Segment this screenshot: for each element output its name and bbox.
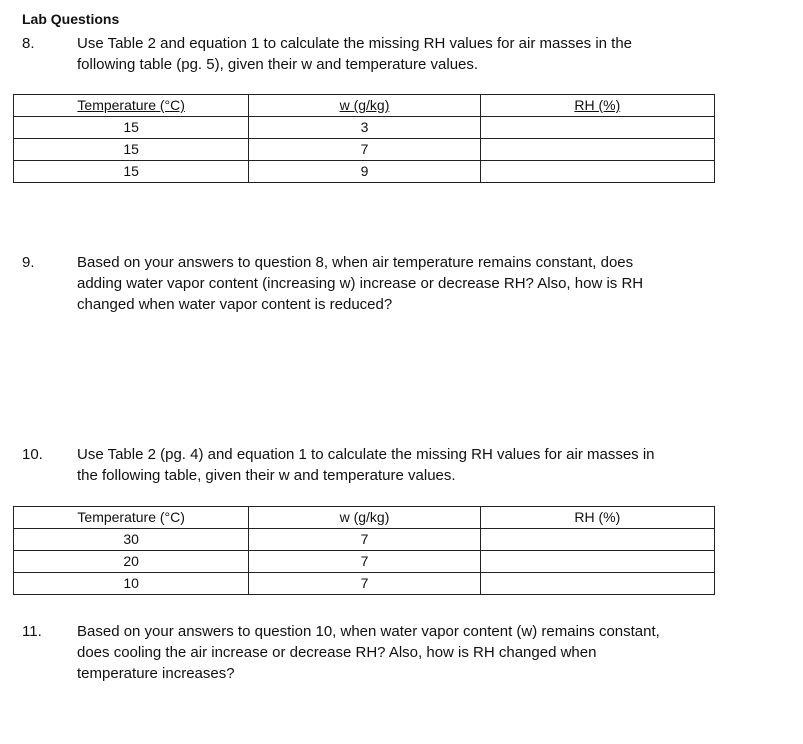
table-row: [14, 139, 715, 161]
question-line: Use Table 2 (pg. 4) and equation 1 to calculate the missing RH values for air masses in: [77, 446, 655, 463]
question-line: Based on your answers to question 8, when air temperature remains constant, does: [77, 254, 634, 271]
cell-w: 7: [249, 573, 480, 595]
header-w: w (g/kg): [249, 95, 480, 117]
cell-temperature: 15: [14, 117, 249, 139]
cell-rh-answer[interactable]: [480, 139, 714, 161]
question-line: following table (pg. 5), given their w and temperature values.: [77, 56, 479, 73]
question-line: Based on your answers to question 10, when water vapor content (w) remains constant,: [77, 623, 660, 640]
header-temperature: Temperature (°C): [14, 95, 249, 117]
page-heading: Lab Questions: [22, 11, 120, 27]
question-text: [77, 33, 727, 75]
cell-rh-answer[interactable]: [480, 161, 714, 183]
question-line: changed when water vapor content is reduced?: [77, 296, 393, 313]
table-row: [14, 529, 715, 551]
cell-rh-answer[interactable]: [480, 551, 714, 573]
question-text: [77, 621, 727, 684]
question-line: Use Table 2 and equation 1 to calculate the missing RH values for air masses in the: [77, 35, 633, 52]
question-number: 11.: [22, 623, 42, 640]
header-temperature: Temperature (°C): [14, 507, 249, 529]
table-row: [14, 161, 715, 183]
question-number: 8.: [22, 35, 35, 52]
question-line: temperature increases?: [77, 665, 235, 682]
cell-rh-answer[interactable]: [480, 573, 714, 595]
cell-temperature: 10: [14, 573, 249, 595]
cell-rh-answer[interactable]: [480, 117, 714, 139]
table-row: [14, 551, 715, 573]
cell-w: 9: [249, 161, 480, 183]
header-w: w (g/kg): [249, 507, 480, 529]
table-question-10: [13, 506, 715, 595]
question-line: does cooling the air increase or decrease RH? Also, how is RH changed when: [77, 644, 597, 661]
cell-temperature: 15: [14, 139, 249, 161]
header-rh: RH (%): [480, 507, 714, 529]
table-header-row: [14, 95, 715, 117]
table-row: [14, 117, 715, 139]
cell-w: 3: [249, 117, 480, 139]
cell-temperature: 20: [14, 551, 249, 573]
question-line: adding water vapor content (increasing w) increase or decrease RH? Also, how is RH: [77, 275, 644, 292]
question-text: [77, 252, 727, 315]
question-number: 10.: [22, 446, 43, 463]
table-question-8: [13, 94, 715, 183]
cell-temperature: 15: [14, 161, 249, 183]
question-line: the following table, given their w and temperature values.: [77, 467, 456, 484]
cell-w: 7: [249, 551, 480, 573]
question-number: 9.: [22, 254, 35, 271]
table-header-row: [14, 507, 715, 529]
cell-w: 7: [249, 529, 480, 551]
cell-rh-answer[interactable]: [480, 529, 714, 551]
header-rh: RH (%): [480, 95, 714, 117]
question-text: [77, 444, 727, 486]
table-row: [14, 573, 715, 595]
cell-temperature: 30: [14, 529, 249, 551]
cell-w: 7: [249, 139, 480, 161]
